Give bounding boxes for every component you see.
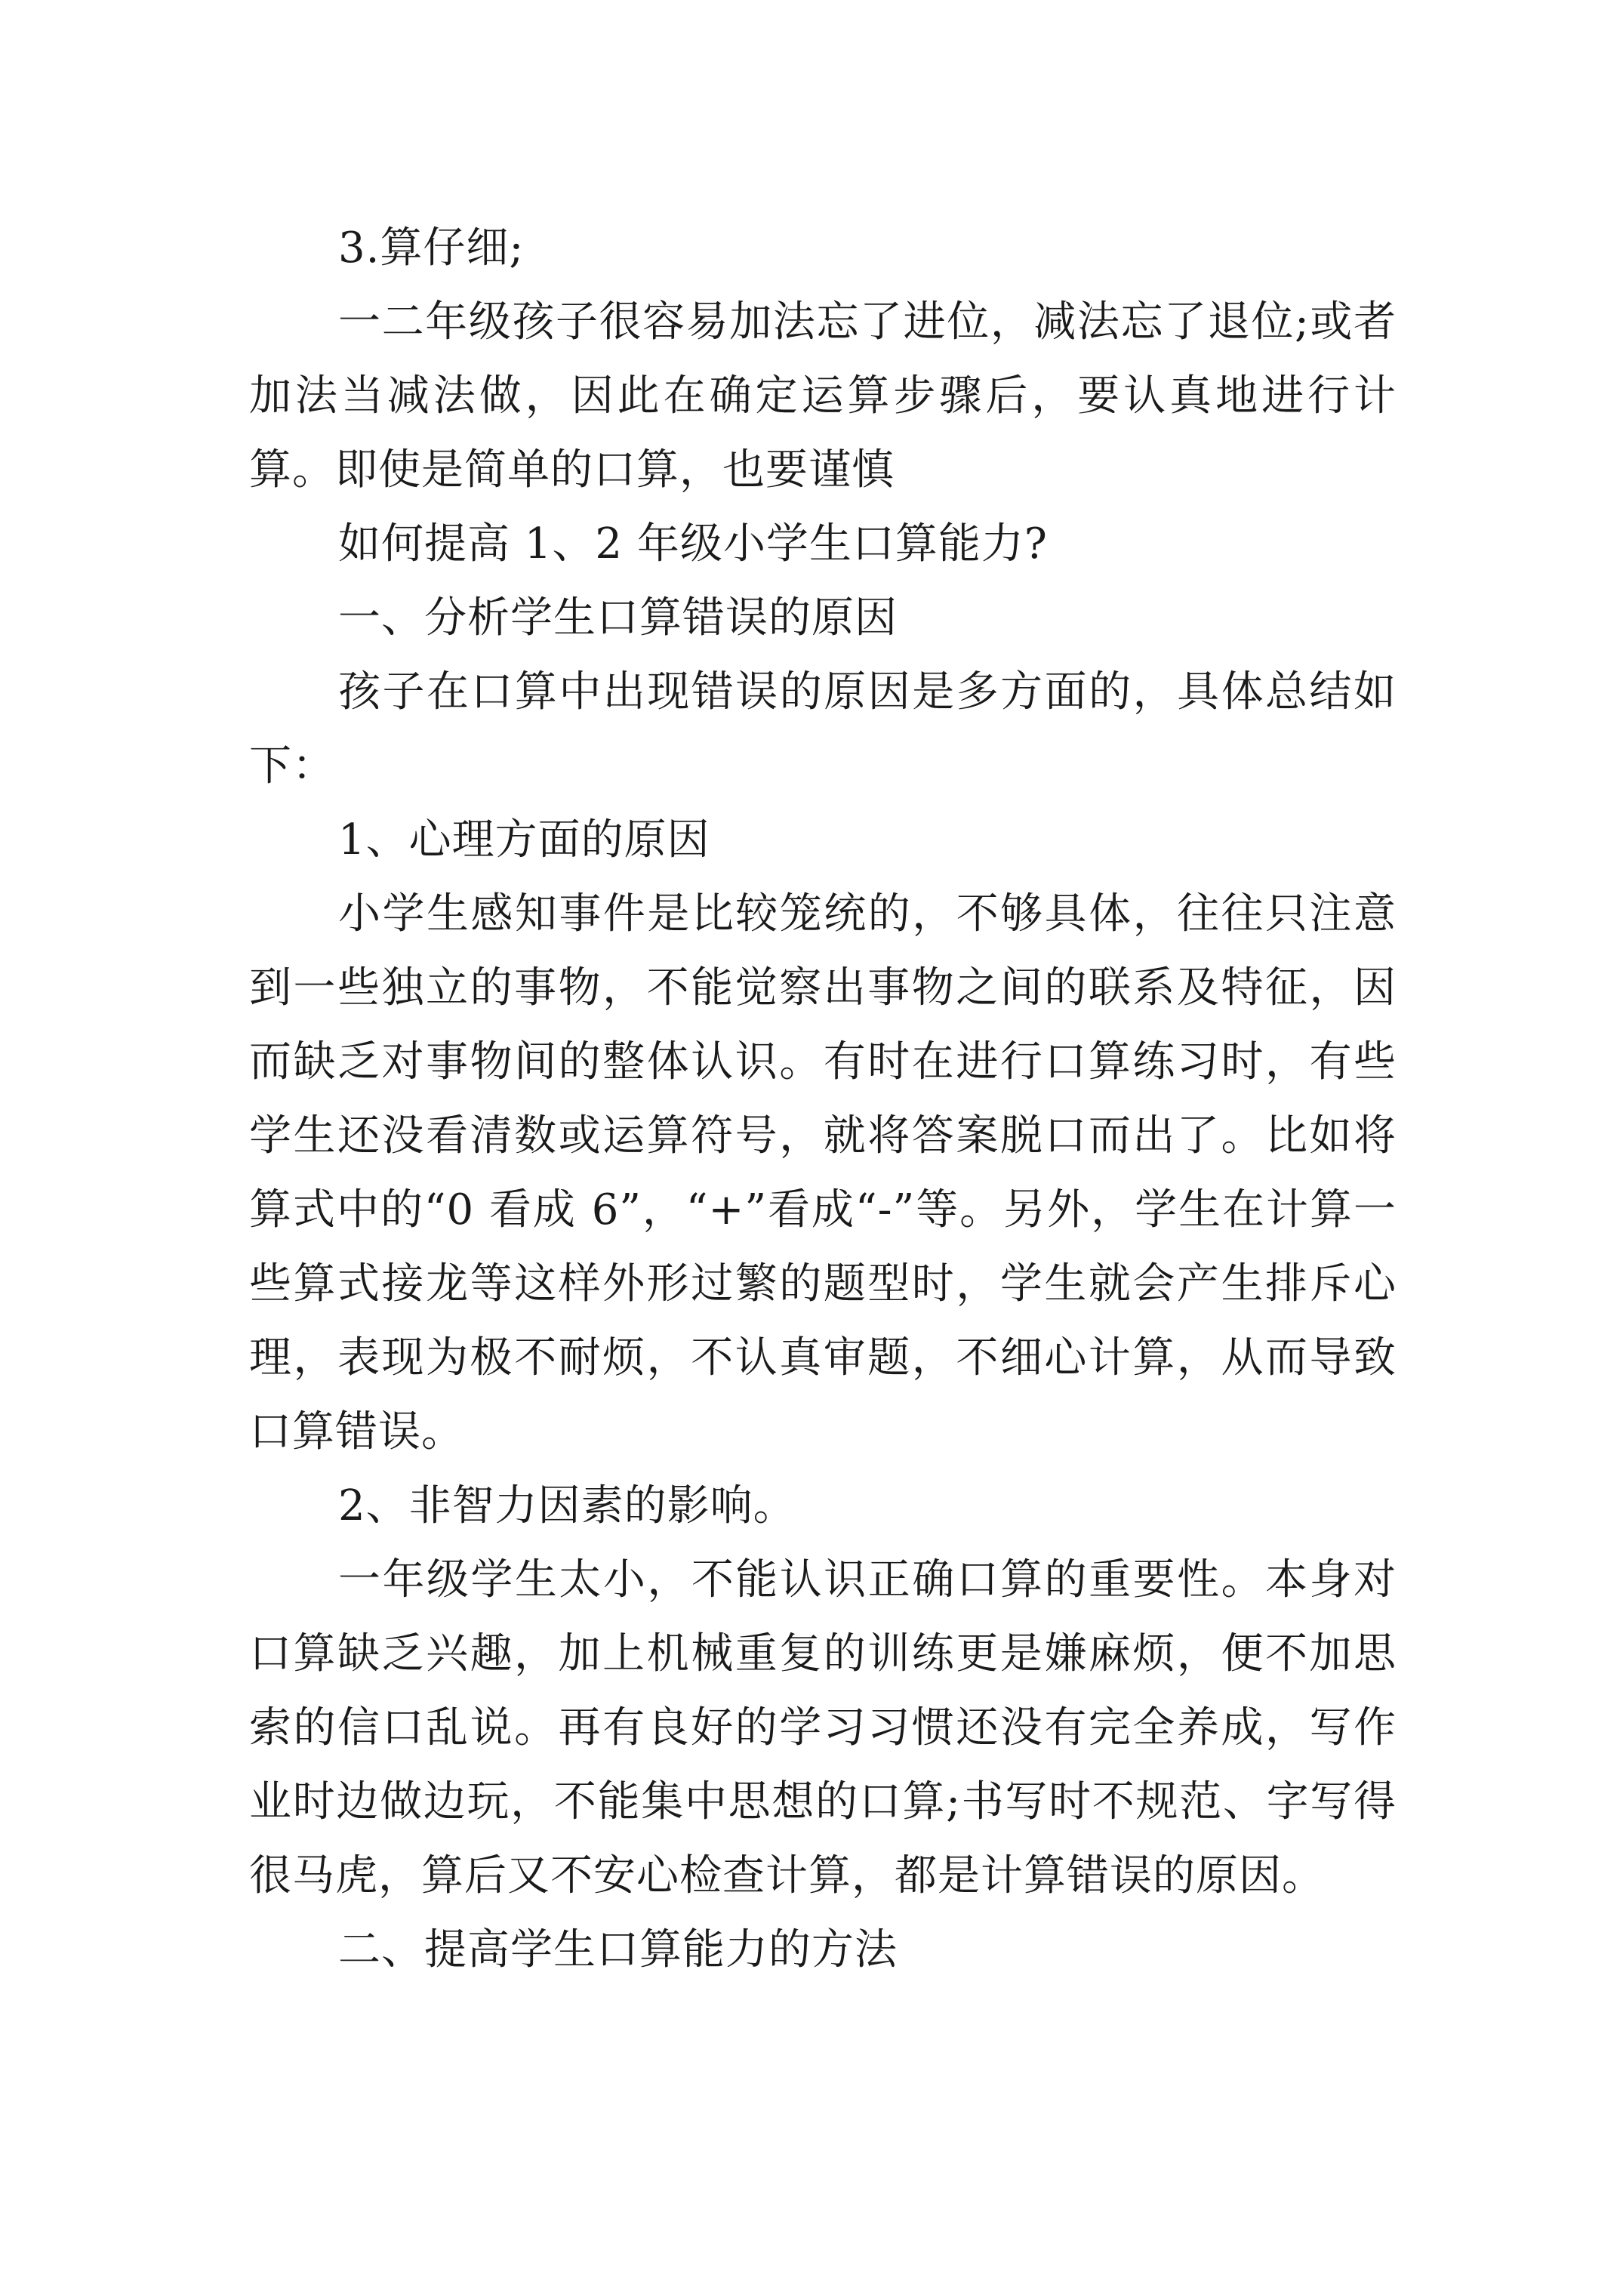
document-body <box>249 211 1397 1987</box>
subheading-non-intellectual: 2、非智力因素的影响。 <box>338 1481 796 1530</box>
section-heading-error-causes: 一、分析学生口算错误的原因 <box>338 593 898 643</box>
paragraph-non-intellectual: 一年级学生太小，不能认识正确口算的重要性。本身对口算缺乏兴趣，加上机械重复的训练更是嫌麻烦，便不加思索的信口乱说。再有良好的学习习惯还没有完全养成，写作业时边做边玩，不能集中思想的口算;书写时不规范、字写得很马虎，算后又不安心检查计算，都是计算错误的原因。 <box>249 1555 1397 1900</box>
paragraph-psychological: 小学生感知事件是比较笼统的，不够具体，往往只注意到一些独立的事物，不能觉察出事物之间的联系及特征，因而缺乏对事物间的整体认识。有时在进行口算练习时，有些学生还没看清数或运算符号，就将答案脱口而出了。比如将算式中的“0 看成 6”，“+”看成“-”等。另外，学生在计算一些算式接龙等这样外形过繁的题型时，学生就会产生排斥心理，表现为极不耐烦，不认真审题，不细心计算，从而导致口算错误。 <box>249 889 1397 1456</box>
section-heading-calculate-carefully: 3.算仔细; <box>338 223 525 273</box>
subheading-psychological: 1、心理方面的原因 <box>338 815 710 864</box>
question-heading: 如何提高 1、2 年级小学生口算能力? <box>338 519 1048 569</box>
section-heading-methods: 二、提高学生口算能力的方法 <box>338 1925 898 1974</box>
paragraph-carry-borrow: 一二年级孩子很容易加法忘了进位，减法忘了退位;或者加法当减法做，因此在确定运算步骤后，要认真地进行计算。即使是简单的口算，也要谨慎 <box>249 297 1397 495</box>
paragraph-error-summary: 孩子在口算中出现错误的原因是多方面的，具体总结如下： <box>249 667 1397 791</box>
